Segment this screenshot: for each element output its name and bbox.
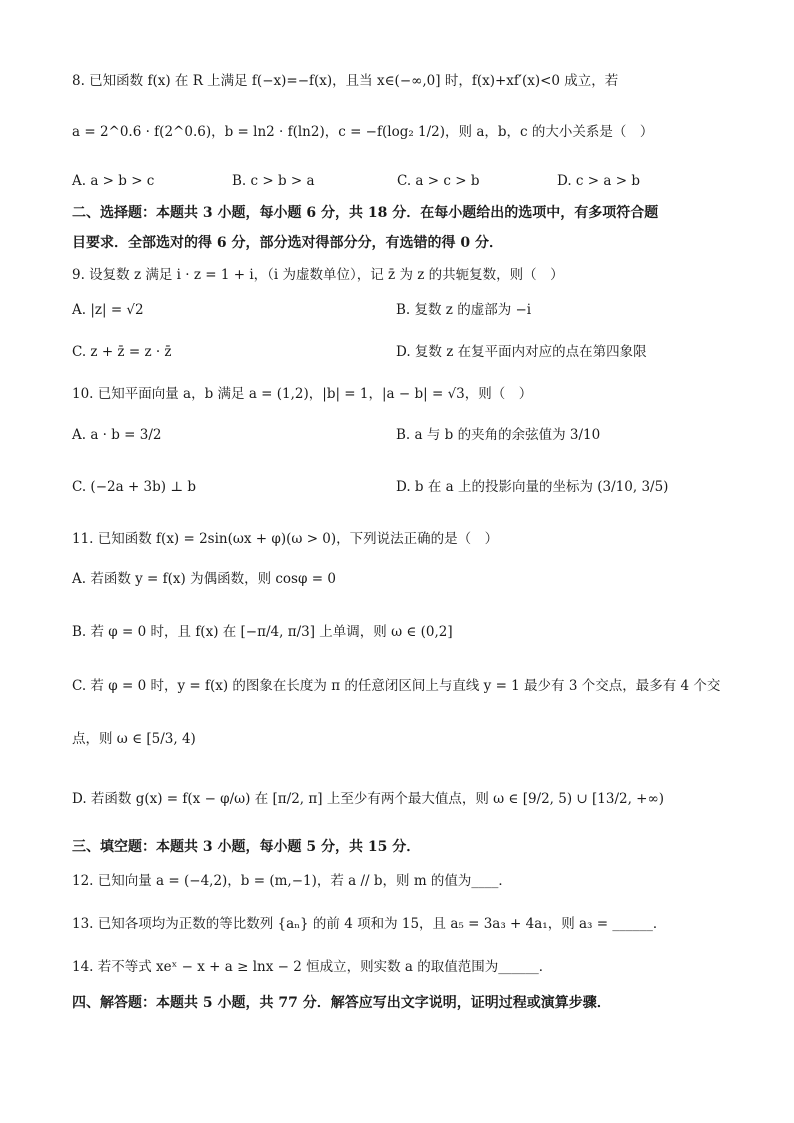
q11-option-c-line1: C. 若 φ = 0 时，y = f(x) 的图象在长度为 π 的任意闭区间上与直线 y = 1 最少有 3 个交点，最多有 4 个交	[72, 678, 721, 694]
q10-stem: 10. 已知平面向量 a，b 满足 a = (1,2)，|b| = 1，|a − b| = √3，则（ ）	[72, 386, 533, 402]
q8-option-c: C. a > c > b	[397, 173, 480, 189]
q10-option-b: B. a 与 b 的夹角的余弦值为 3/10	[396, 427, 601, 443]
q10-option-c: C. (−2a + 3b) ⊥ b	[72, 479, 196, 495]
section2-heading-line1: 二、选择题：本题共 3 小题，每小题 6 分，共 18 分．在每小题给出的选项中，有多项符合题	[72, 205, 659, 221]
q11-option-c-line2: 点，则 ω ∈ [5/3, 4)	[72, 731, 196, 747]
q14: 14. 若不等式 xeˣ − x + a ≥ lnx − 2 恒成立，则实数 a 的取值范围为______．	[72, 959, 553, 975]
section3-heading: 三、填空题：本题共 3 小题，每小题 5 分，共 15 分．	[72, 839, 421, 855]
q10-option-a: A. a · b = 3/2	[72, 427, 162, 443]
section2-heading-line2: 目要求．全部选对的得 6 分，部分选对得部分分，有选错的得 0 分．	[72, 235, 503, 251]
q8-option-b: B. c > b > a	[232, 173, 315, 189]
q9-option-c: C. z + z̄ = z · z̄	[72, 344, 172, 360]
q9-stem: 9. 设复数 z 满足 i · z = 1 + i，（i 为虚数单位），记 z̄ 为 z 的共轭复数，则（ ）	[72, 267, 564, 283]
section4-heading: 四、解答题：本题共 5 小题，共 77 分．解答应写出文字说明，证明过程或演算步骤．	[72, 995, 611, 1011]
q9-option-a: A. |z| = √2	[72, 302, 144, 318]
q11-option-a: A. 若函数 y = f(x) 为偶函数，则 cosφ = 0	[72, 571, 336, 587]
q12: 12. 已知向量 a = (−4,2)，b = (m,−1)，若 a // b，则 m 的值为____．	[72, 873, 512, 889]
q8-option-a: A. a > b > c	[72, 173, 155, 189]
q8-option-d: D. c > a > b	[557, 173, 640, 189]
q9-option-d: D. 复数 z 在复平面内对应的点在第四象限	[396, 344, 647, 360]
q13: 13. 已知各项均为正数的等比数列 {aₙ} 的前 4 项和为 15，且 a₅ = 3a₃ + 4a₁，则 a₃ = ______．	[72, 916, 667, 932]
q8-stem-line2: a = 2^0.6 · f(2^0.6)，b = ln2 · f(ln2)，c = −f(log₂ 1/2)，则 a，b，c 的大小关系是（ ）	[72, 124, 654, 140]
q9-option-b: B. 复数 z 的虚部为 −i	[396, 302, 532, 318]
q8-stem-line1: 8. 已知函数 f(x) 在 R 上满足 f(−x)=−f(x)，且当 x∈(−∞,0] 时，f(x)+xf′(x)<0 成立，若	[72, 73, 619, 89]
q11-option-b: B. 若 φ = 0 时，且 f(x) 在 [−π/4, π/3] 上单调，则 ω ∈ (0,2]	[72, 624, 453, 640]
q11-option-d: D. 若函数 g(x) = f(x − φ/ω) 在 [π/2, π] 上至少有两个最大值点，则 ω ∈ [9/2, 5) ∪ [13/2, +∞)	[72, 791, 665, 807]
q10-option-d: D. b 在 a 上的投影向量的坐标为 (3/10, 3/5)	[396, 479, 669, 495]
q11-stem: 11. 已知函数 f(x) = 2sin(ωx + φ)(ω > 0)，下列说法正确的是（ ）	[72, 531, 499, 547]
